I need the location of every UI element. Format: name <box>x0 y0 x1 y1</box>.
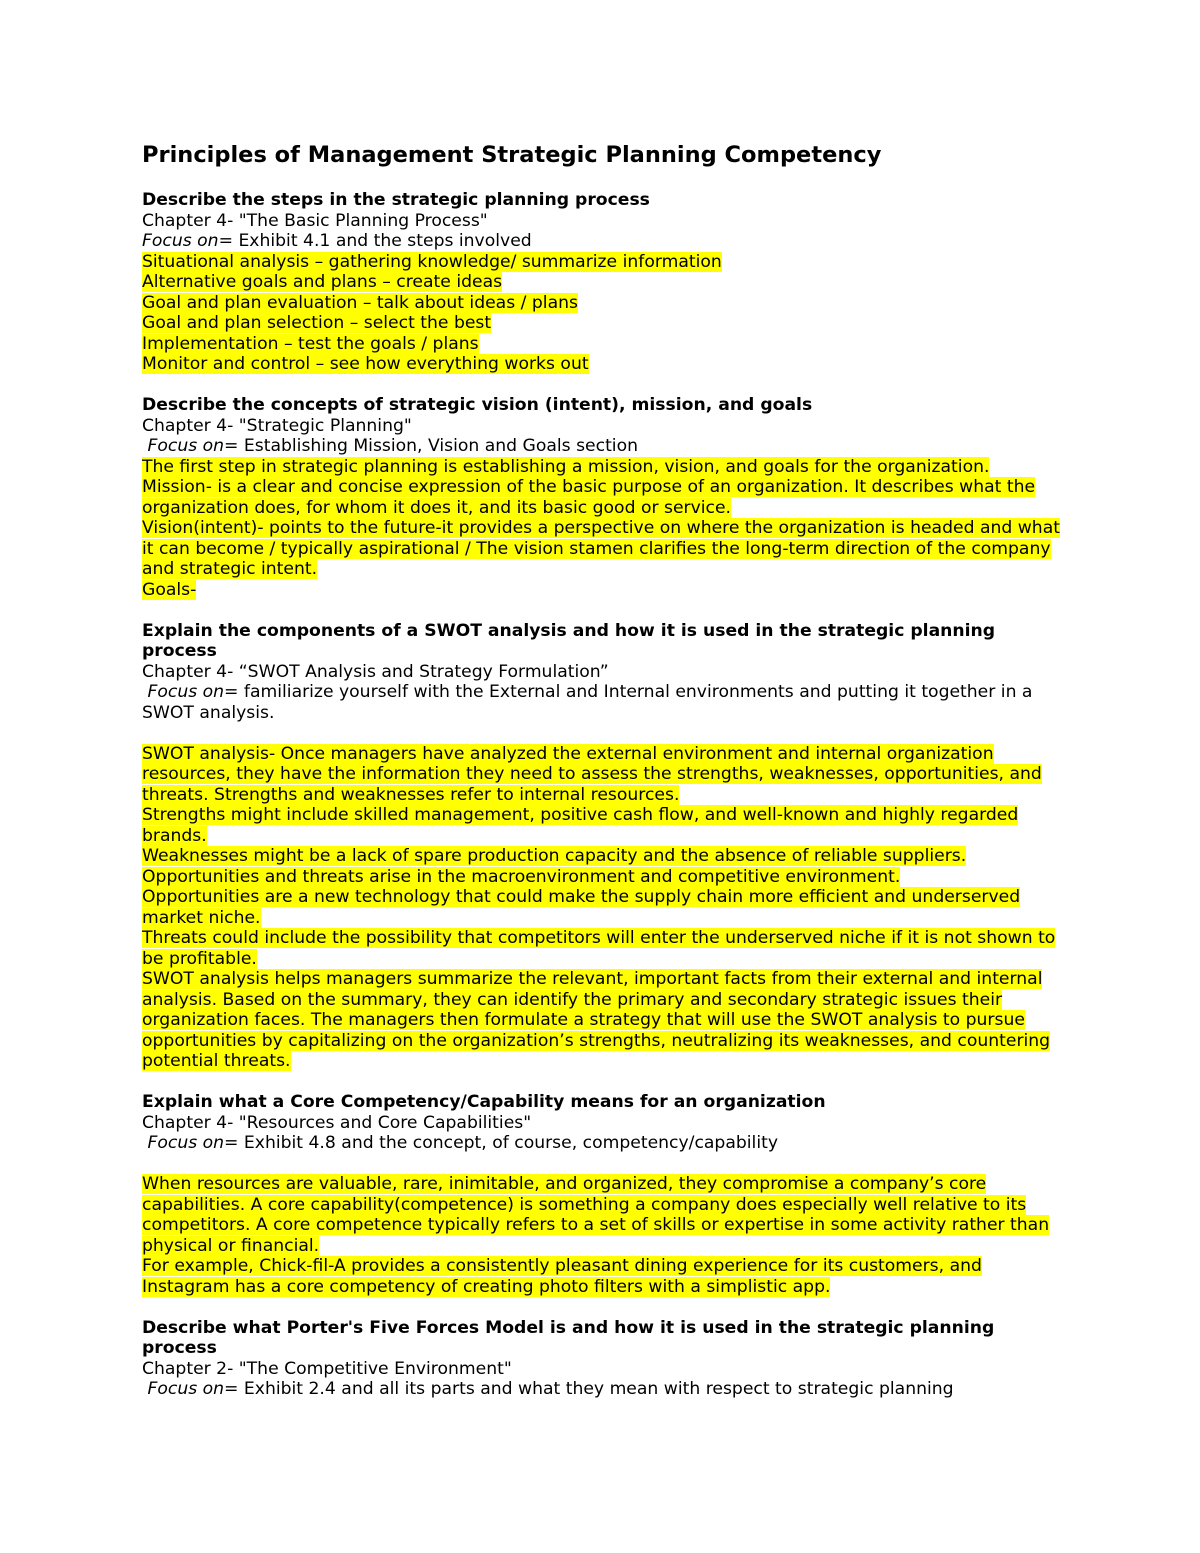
focus-text: = Establishing Mission, Vision and Goals section <box>224 436 638 456</box>
blank-line <box>142 1154 1072 1175</box>
section-heading: Describe the concepts of strategic vision (intent), mission, and goals <box>142 395 813 415</box>
highlighted-note: Implementation – test the goals / plans <box>142 333 479 354</box>
highlighted-note: Strengths might include skilled management, positive cash flow, and well-known and highly regarded brands. <box>142 805 1019 846</box>
highlighted-note: Opportunities are a new technology that could make the supply chain more efficient and underserved market niche. <box>142 887 1021 928</box>
focus-text: = familiarize yourself with the External and Internal environments and putting it together in a SWOT analysis. <box>142 682 1033 723</box>
focus-text: = Exhibit 4.1 and the steps involved <box>218 231 532 251</box>
highlighted-note: The first step in strategic planning is establishing a mission, vision, and goals for the organization. <box>142 456 990 477</box>
highlighted-note: Goal and plan evaluation – talk about ideas / plans <box>142 292 578 313</box>
highlighted-note: Vision(intent)- points to the future-it provides a perspective on where the organization is headed and what it can become / typically aspirational / The vision stamen clarifies the long-term direction of the company and strategic intent. <box>142 518 1060 579</box>
chapter-reference: Chapter 4- "Resources and Core Capabilities" <box>142 1112 532 1133</box>
blank-line <box>142 723 1072 744</box>
document-title: Principles of Management Strategic Planning Competency <box>142 142 882 168</box>
chapter-reference: Chapter 4- “SWOT Analysis and Strategy Formulation” <box>142 661 609 682</box>
highlighted-note: Monitor and control – see how everything works out <box>142 354 589 374</box>
focus-line <box>142 1133 1072 1154</box>
section-core-competency <box>142 1092 1072 1297</box>
section-vision-mission-goals <box>142 395 1072 600</box>
focus-label: Focus on <box>142 231 219 251</box>
highlighted-note: Goals- <box>142 579 197 600</box>
section-heading: Describe what Porter's Five Forces Model is and how it is used in the strategic planning process <box>142 1317 995 1358</box>
focus-text: = Exhibit 2.4 and all its parts and what they mean with respect to strategic planning <box>224 1379 954 1399</box>
highlighted-note: SWOT analysis- Once managers have analyzed the external environment and internal organization resources, they have the information they need to assess the strengths, weaknesses, opportunities, and threats. Strengths and weaknesses refer to internal resources. <box>142 743 1042 805</box>
highlighted-note: Opportunities and threats arise in the macroenvironment and competitive environment. <box>142 866 901 887</box>
focus-label: Focus on <box>147 682 225 702</box>
section-heading: Explain the components of a SWOT analysis and how it is used in the strategic planning process <box>142 620 996 661</box>
highlighted-note: When resources are valuable, rare, inimitable, and organized, they compromise a company’s core capabilities. A core capability(competence) is something a company does especially well relative to its competitors. A core competence typically refers to a set of skills or expertise in some activity rather than physical or financial. <box>142 1174 1050 1256</box>
focus-line <box>142 1379 1072 1400</box>
document-page <box>142 140 1072 1420</box>
focus-line <box>142 682 1072 723</box>
section-swot-analysis <box>142 621 1072 1072</box>
highlighted-note: Mission- is a clear and concise expression of the basic purpose of an organization. It describes what the organization does, for whom it does it, and its basic good or service. <box>142 477 1036 518</box>
highlighted-note: For example, Chick-fil-A provides a consistently pleasant dining experience for its customers, and Instagram has a core competency of creating photo filters with a simplistic app. <box>142 1256 982 1297</box>
highlighted-note: Goal and plan selection – select the best <box>142 313 492 333</box>
focus-label: Focus on <box>147 436 225 456</box>
chapter-reference: Chapter 4- "Strategic Planning" <box>142 415 412 436</box>
highlighted-note: Weaknesses might be a lack of spare production capacity and the absence of reliable suppliers. <box>142 846 967 866</box>
highlighted-note: SWOT analysis helps managers summarize the relevant, important facts from their external and internal analysis. Based on the summary, they can identify the primary and secondary strategic issues their organization faces. The managers then formulate a strategy that will use the SWOT analysis to pursue opportunities by capitalizing on the organization’s strengths, neutralizing its weaknesses, and countering potential threats. <box>142 969 1051 1071</box>
section-heading: Explain what a Core Competency/Capability means for an organization <box>142 1092 826 1112</box>
section-heading: Describe the steps in the strategic planning process <box>142 190 650 210</box>
highlighted-note: Alternative goals and plans – create ideas <box>142 272 503 292</box>
focus-label: Focus on <box>147 1133 225 1153</box>
focus-text: = Exhibit 4.8 and the concept, of course, competency/capability <box>224 1133 779 1153</box>
section-porters-five-forces <box>142 1318 1072 1400</box>
chapter-reference: Chapter 4- "The Basic Planning Process" <box>142 210 488 231</box>
highlighted-note: Threats could include the possibility that competitors will enter the underserved niche if it is not shown to be profitable. <box>142 928 1056 969</box>
focus-label: Focus on <box>147 1379 225 1399</box>
focus-line <box>142 231 1072 252</box>
focus-line <box>142 436 1072 457</box>
chapter-reference: Chapter 2- "The Competitive Environment" <box>142 1358 512 1379</box>
highlighted-note: Situational analysis – gathering knowledge/ summarize information <box>142 251 722 272</box>
section-planning-steps <box>142 190 1072 375</box>
